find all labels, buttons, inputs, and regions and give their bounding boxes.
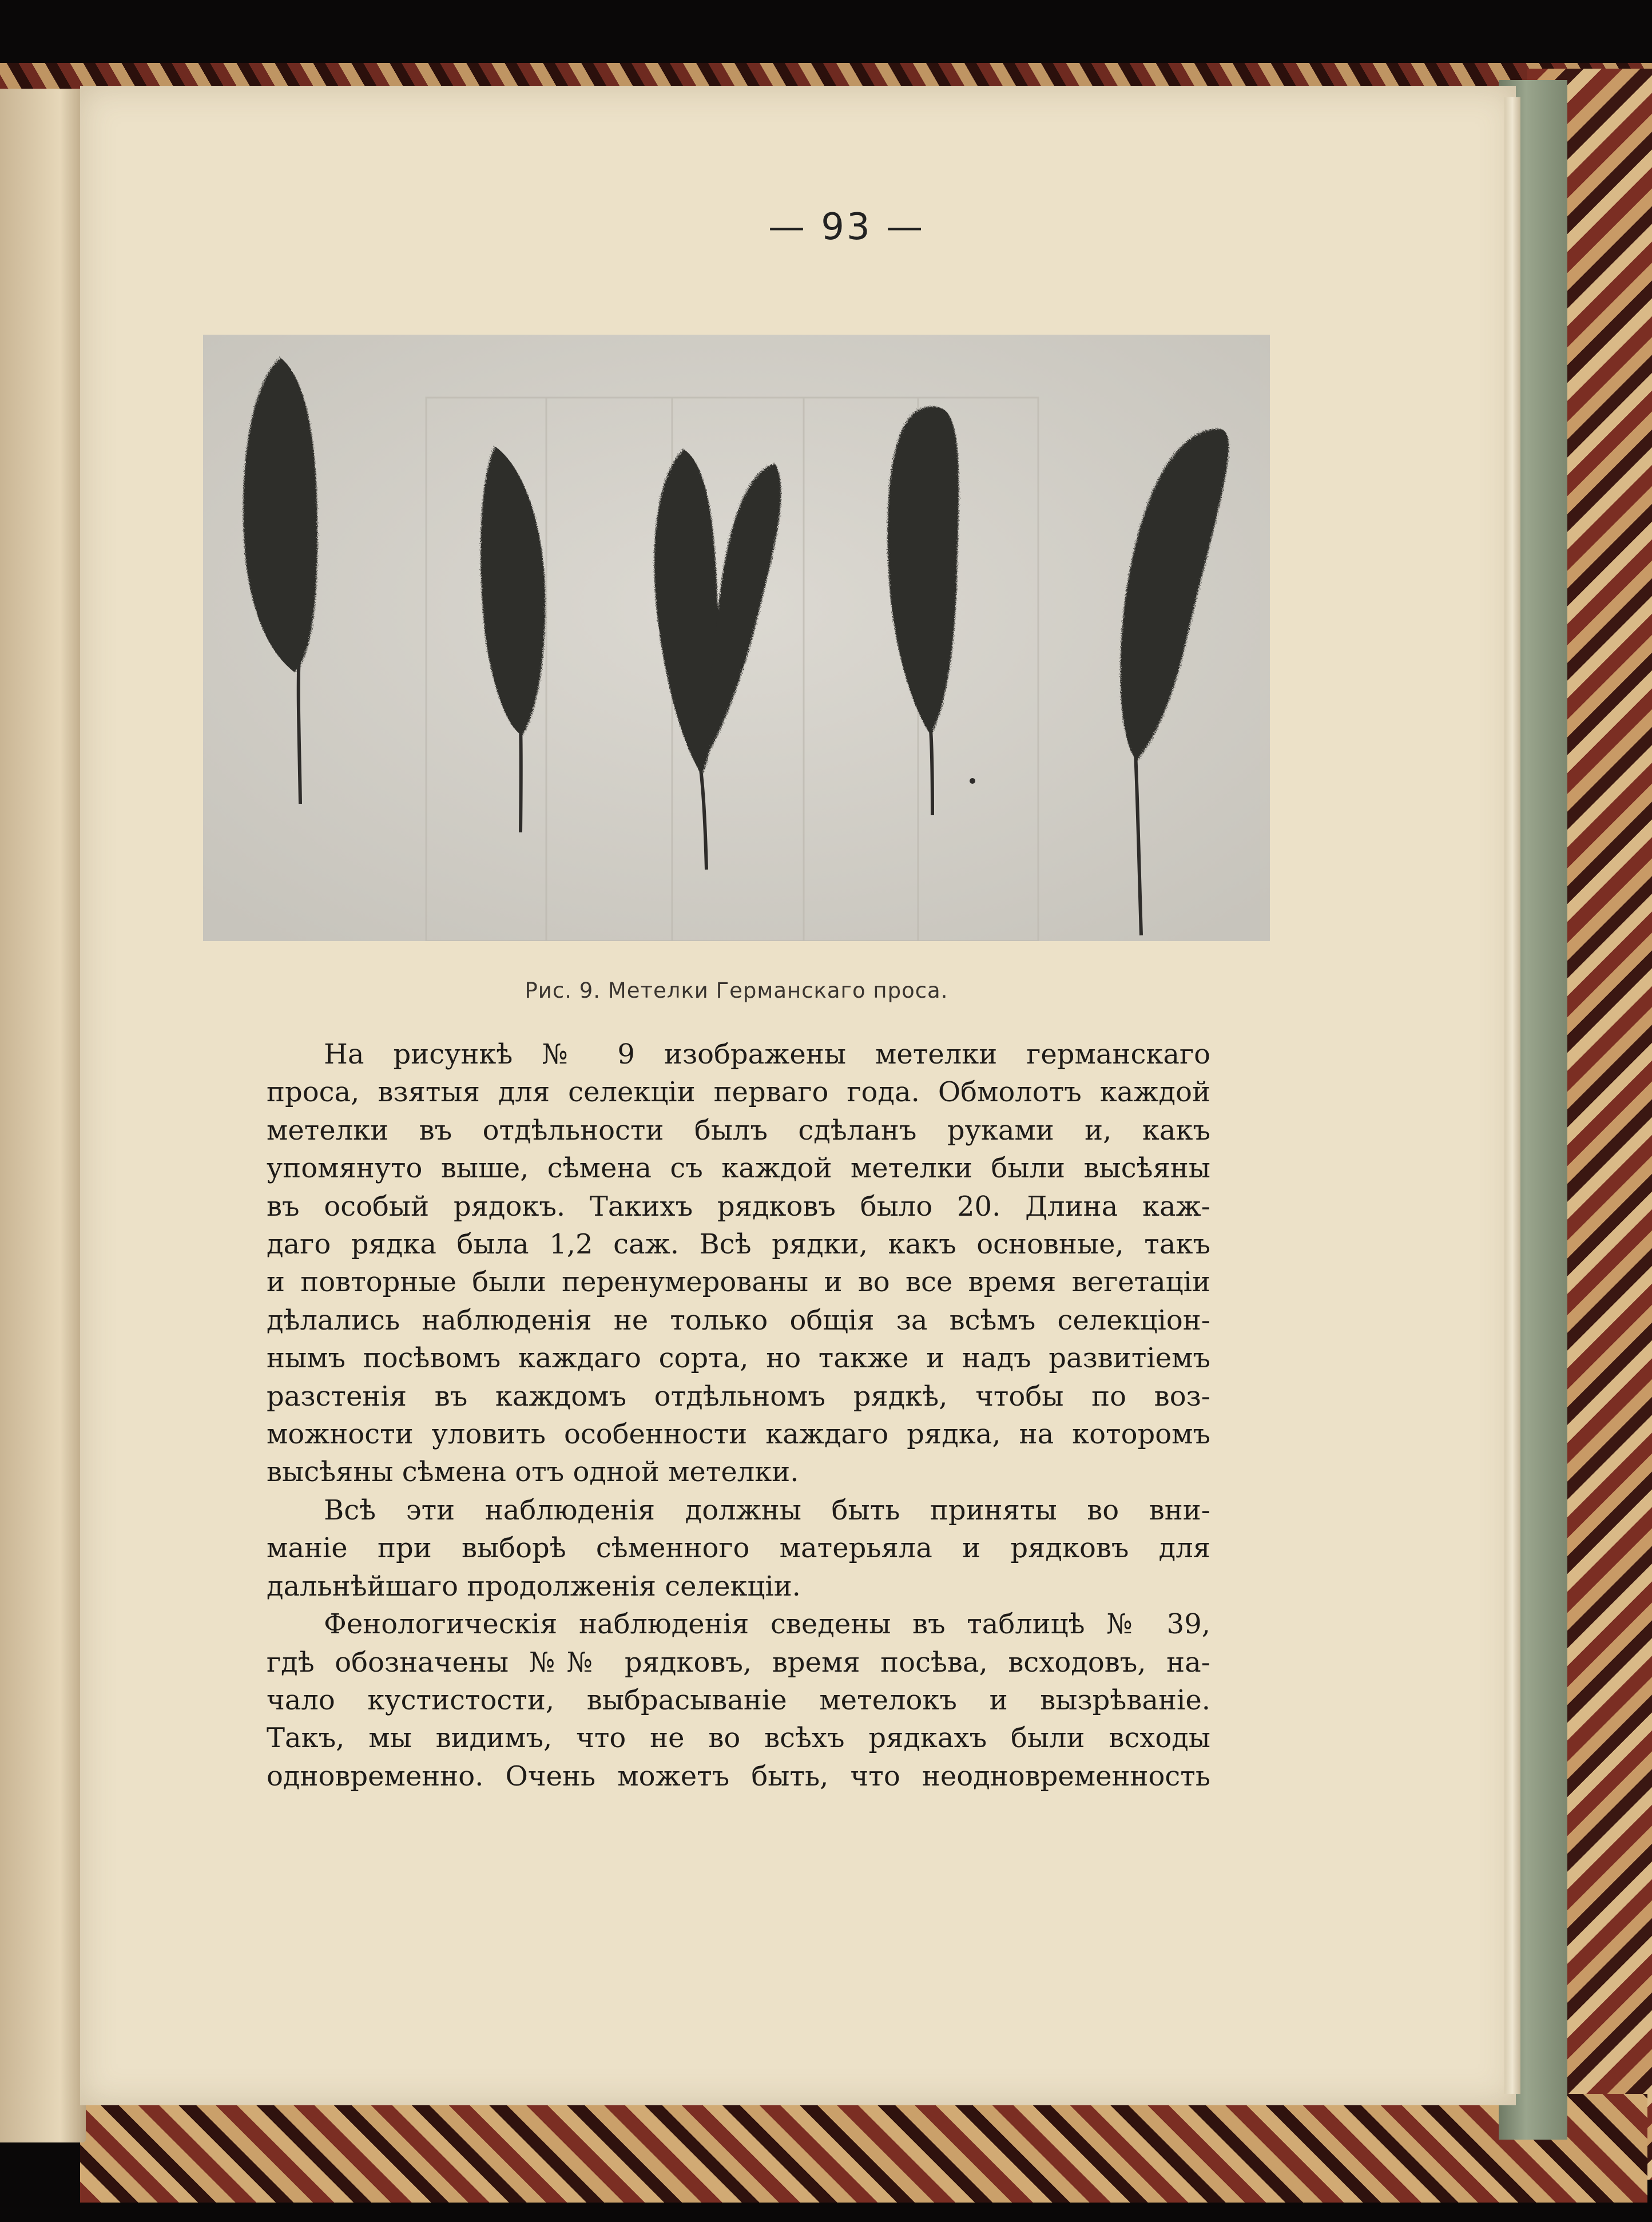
text-line: проса, взятыя для селекціи перваго года. Обмолотъ каждой <box>267 1076 1210 1109</box>
paragraph-3 <box>267 1605 1210 1795</box>
text-line: одновременно. Очень можетъ быть, что неодновременность <box>267 1760 1210 1792</box>
text-line: и повторные были перенумерованы и во все время вегетаціи <box>267 1266 1210 1299</box>
text-line: дальнѣйшаго продолженія селекціи. <box>267 1570 801 1602</box>
book-cover-bottom-edge <box>80 2094 1647 2203</box>
figure-caption: Рис. 9. Метелки Германскаго проса. <box>525 978 948 1003</box>
text-line: метелки въ отдѣльности былъ сдѣланъ руками и, какъ <box>267 1114 1210 1146</box>
previous-page-edge <box>0 89 86 2142</box>
text-line: можности уловить особенности каждаго рядка, на которомъ <box>267 1418 1210 1451</box>
text-line: даго рядка была 1,2 саж. Всѣ рядки, какъ основные, такъ <box>267 1228 1210 1261</box>
text-line: разстенія въ каждомъ отдѣльномъ рядкѣ, чтобы по воз- <box>267 1380 1210 1412</box>
body-text <box>267 1035 1210 1795</box>
text-line: нымъ посѣвомъ каждаго сорта, но также и надъ развитіемъ <box>267 1342 1210 1375</box>
text-line: въ особый рядокъ. Такихъ рядковъ было 20. Длина каж- <box>267 1190 1210 1223</box>
figure-photo-millet-panicles <box>203 335 1270 941</box>
text-line: маніе при выборѣ сѣменного матерьяла и рядковъ для <box>267 1532 1210 1565</box>
page-stack-edge <box>1504 97 1520 2094</box>
text-line: упомянуто выше, сѣмена съ каждой метелки были высѣяны <box>267 1152 1210 1185</box>
text-line: Такъ, мы видимъ, что не во всѣхъ рядкахъ были всходы <box>267 1722 1210 1755</box>
text-line: гдѣ обозначены №№ рядковъ, время посѣва, всходовъ, на- <box>267 1646 1210 1679</box>
text-line: дѣлались наблюденія не только общія за всѣмъ селекціон- <box>267 1304 1210 1336</box>
text-line: Всѣ эти наблюденія должны быть приняты во вни- <box>324 1494 1210 1526</box>
paragraph-2 <box>267 1491 1210 1605</box>
text-line: высѣяны сѣмена отъ одной метелки. <box>267 1456 799 1489</box>
page-number: — 93 — <box>768 206 926 248</box>
text-line: Фенологическія наблюденія сведены въ таблицѣ № 39, <box>324 1608 1210 1641</box>
text-line: чало кустистости, выбрасываніе метелокъ и вызрѣваніе. <box>267 1684 1210 1716</box>
paragraph-1 <box>267 1035 1210 1491</box>
text-line: На рисункѣ № 9 изображены метелки германскаго <box>324 1038 1210 1070</box>
